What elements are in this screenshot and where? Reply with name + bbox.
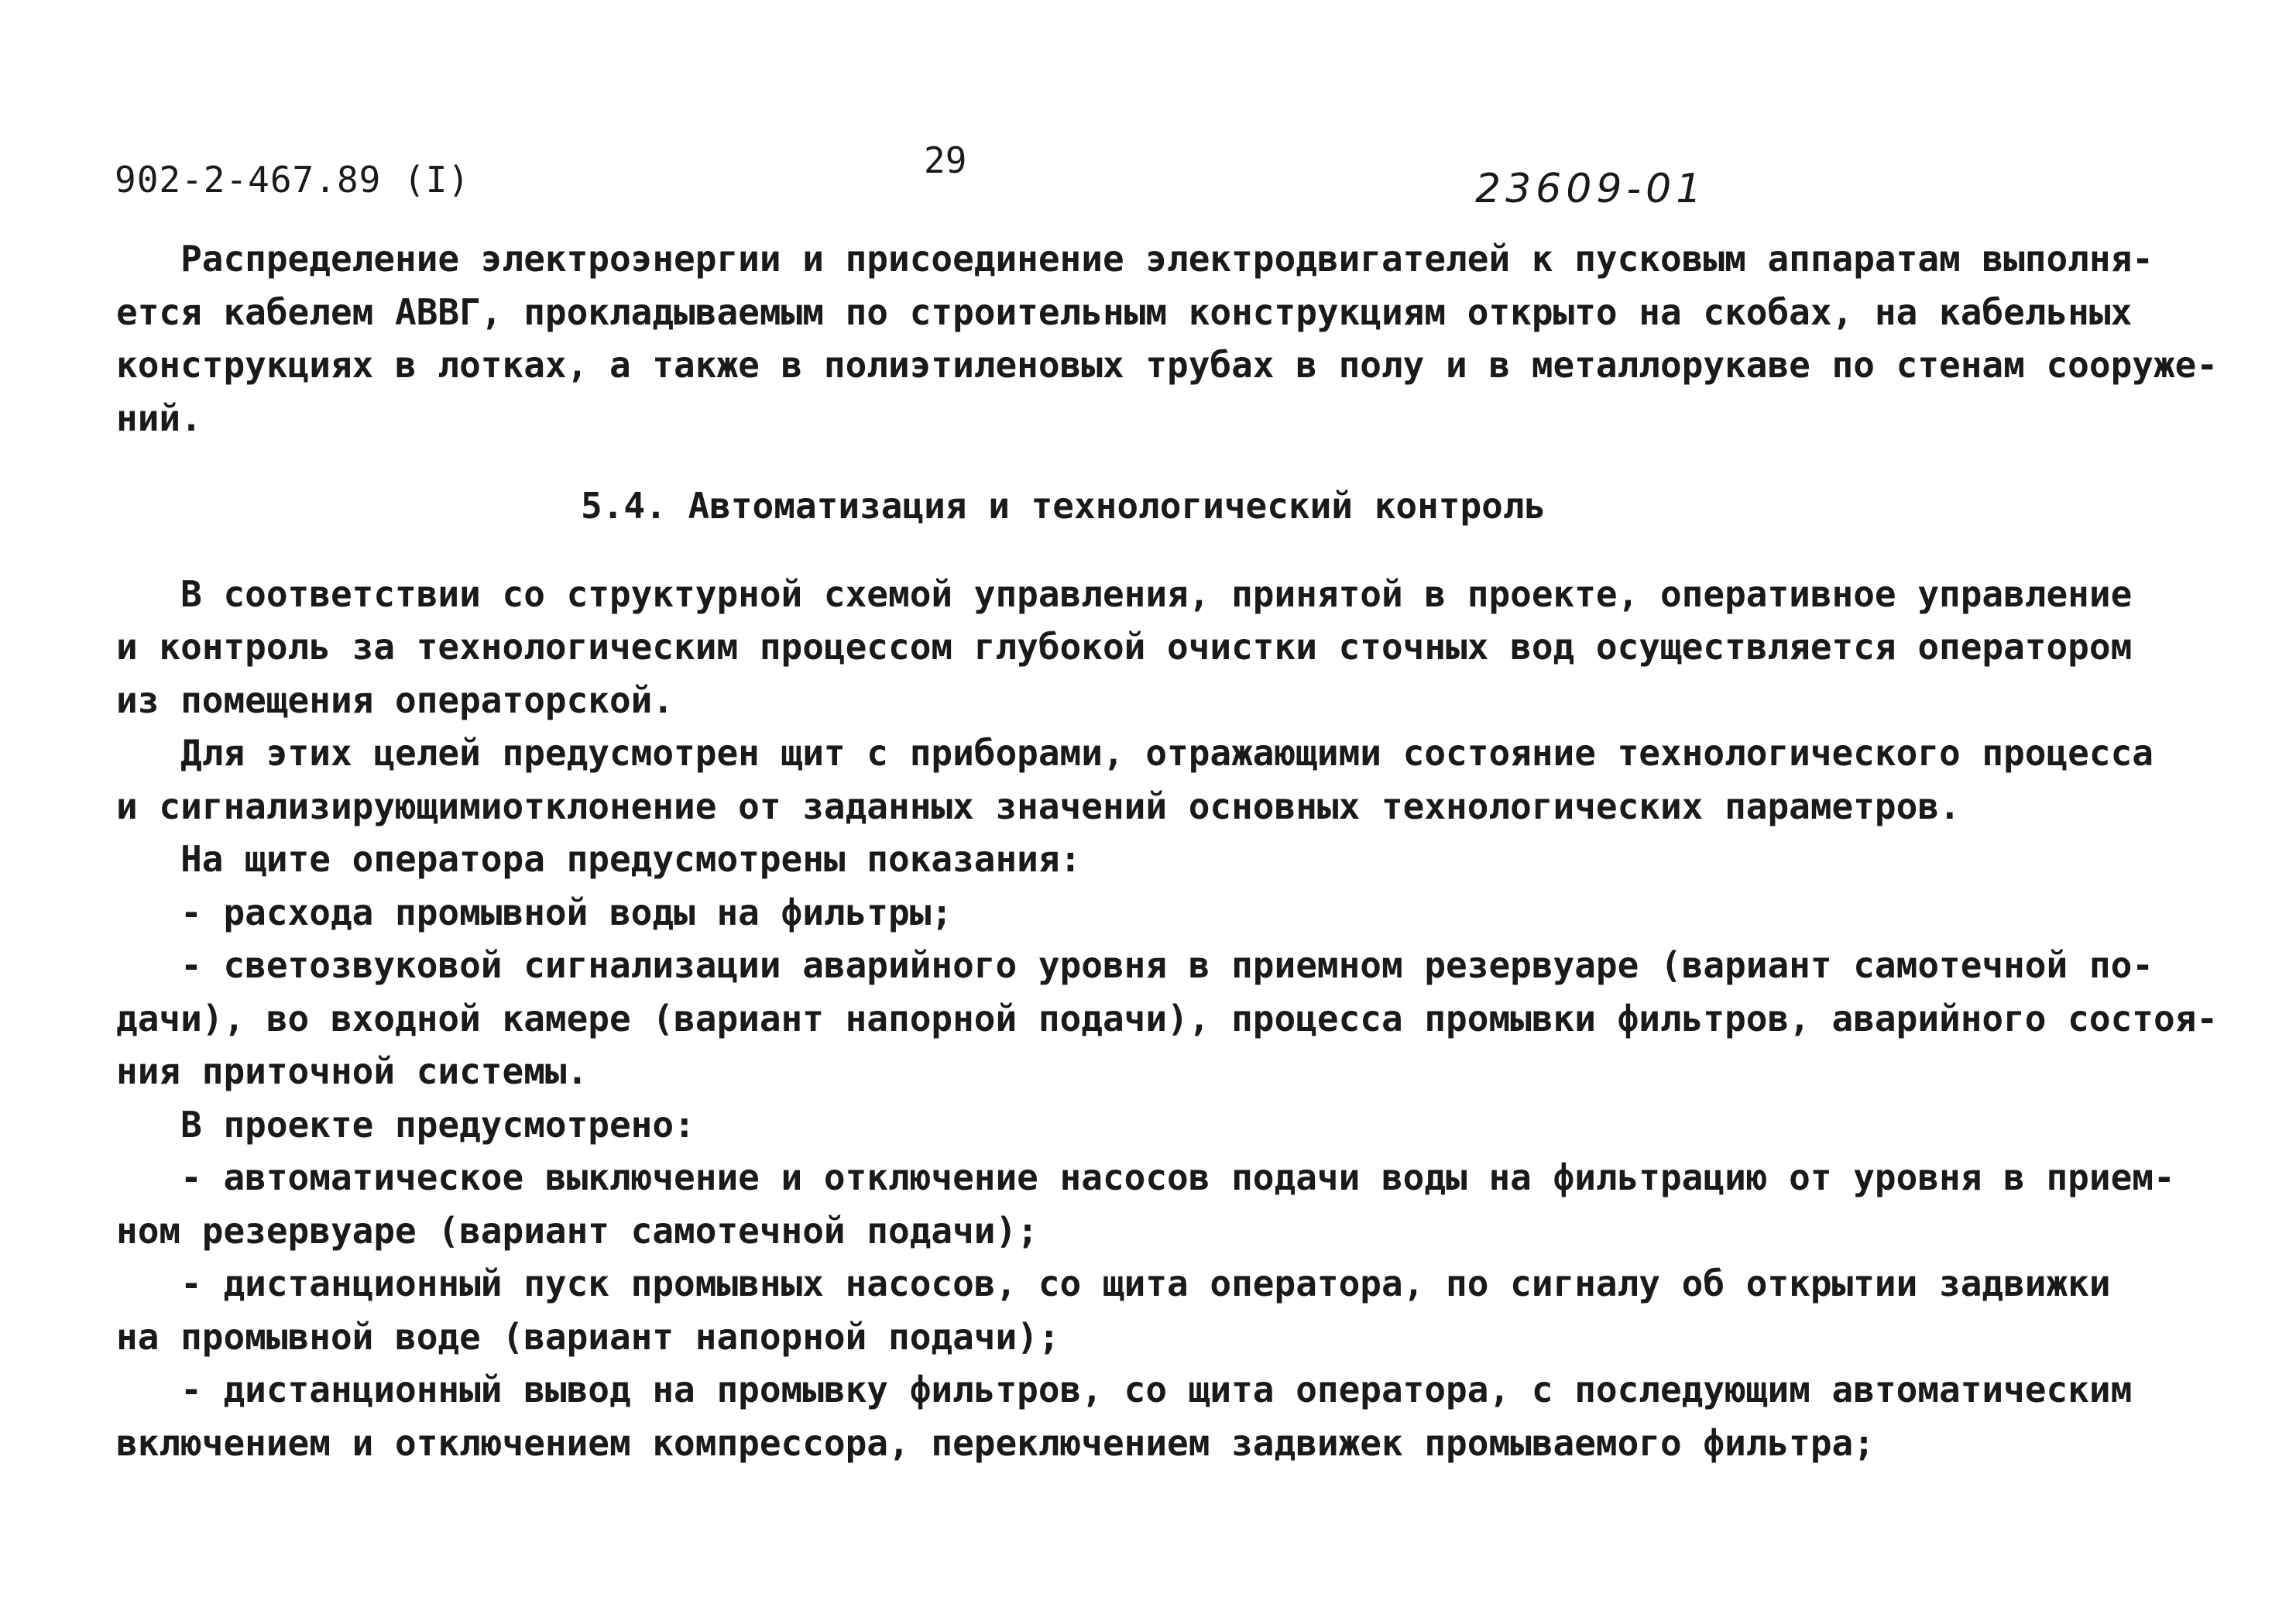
list-intro: В проекте предусмотрено: (116, 1103, 695, 1146)
text-line: на промывной воде (вариант напорной подачи); (116, 1315, 1060, 1358)
text-line: конструкциях в лотках, а также в полиэтиленовых трубах в полу и в металлорукаве по стенам сооруже- (116, 344, 2219, 386)
section-heading: 5.4. Автоматизация и технологический контроль (581, 485, 1546, 527)
text-line: В соответствии со структурной схемой управления, принятой в проекте, оперативное управление (116, 572, 2133, 615)
text-line: дачи), во входной камере (вариант напорной подачи), процесса промывки фильтров, аварийного состоя- (116, 997, 2219, 1039)
text-line: ется кабелем АВВГ, прокладываемым по строительным конструкциям открыто на скобах, на кабельных (116, 290, 2133, 333)
provisions-list (116, 1098, 2176, 1470)
list-item: - дистанционный вывод на промывку фильтров, со щита оператора, с последующим автоматическим (116, 1369, 2133, 1410)
list-item: - светозвуковой сигнализации аварийного уровня в приемном резервуаре (вариант самотечной по- (116, 944, 2154, 986)
inventory-stamp: 23609-01 (1475, 166, 1707, 212)
text-line: Для этих целей предусмотрен щит с приборами, отражающими состояние технологического процесса (116, 732, 2154, 774)
text-line: Распределение электроэнергии и присоединение электродвигателей к пусковым аппаратам выполня- (116, 238, 2154, 280)
intro-paragraph (116, 232, 2219, 445)
list-item: - автоматическое выключение и отключение насосов подачи воды на фильтрацию от уровня в прием- (116, 1156, 2175, 1198)
text-line: ний. (116, 397, 202, 439)
text-line: включением и отключением компрессора, переключением задвижек промываемого фильтра; (116, 1421, 1875, 1464)
text-line: из помещения операторской. (116, 679, 674, 721)
indications-list (116, 833, 2219, 1098)
text-line: ном резервуаре (вариант самотечной подачи); (116, 1209, 1038, 1252)
paragraph-control (116, 568, 2176, 727)
text-line: и сигнализирующимиотклонение от заданных значений основных технологических параметров. (116, 785, 1961, 827)
list-intro: На щите оператора предусмотрены показания: (116, 838, 1082, 880)
text-line: ния приточной системы. (116, 1050, 589, 1092)
list-item: - расхода промывной воды на фильтры; (116, 891, 953, 933)
text-line: и контроль за технологическим процессом глубокой очистки сточных вод осуществляется оператором (116, 626, 2133, 668)
page-number: 29 (924, 139, 967, 181)
paragraph-panel (116, 727, 2176, 833)
body-text (116, 232, 2219, 1469)
list-item: - дистанционный пуск промывных насосов, со щита оператора, по сигналу об открытии задвижки (116, 1263, 2111, 1304)
document-code: 902-2-467.89 (I) (115, 159, 471, 201)
